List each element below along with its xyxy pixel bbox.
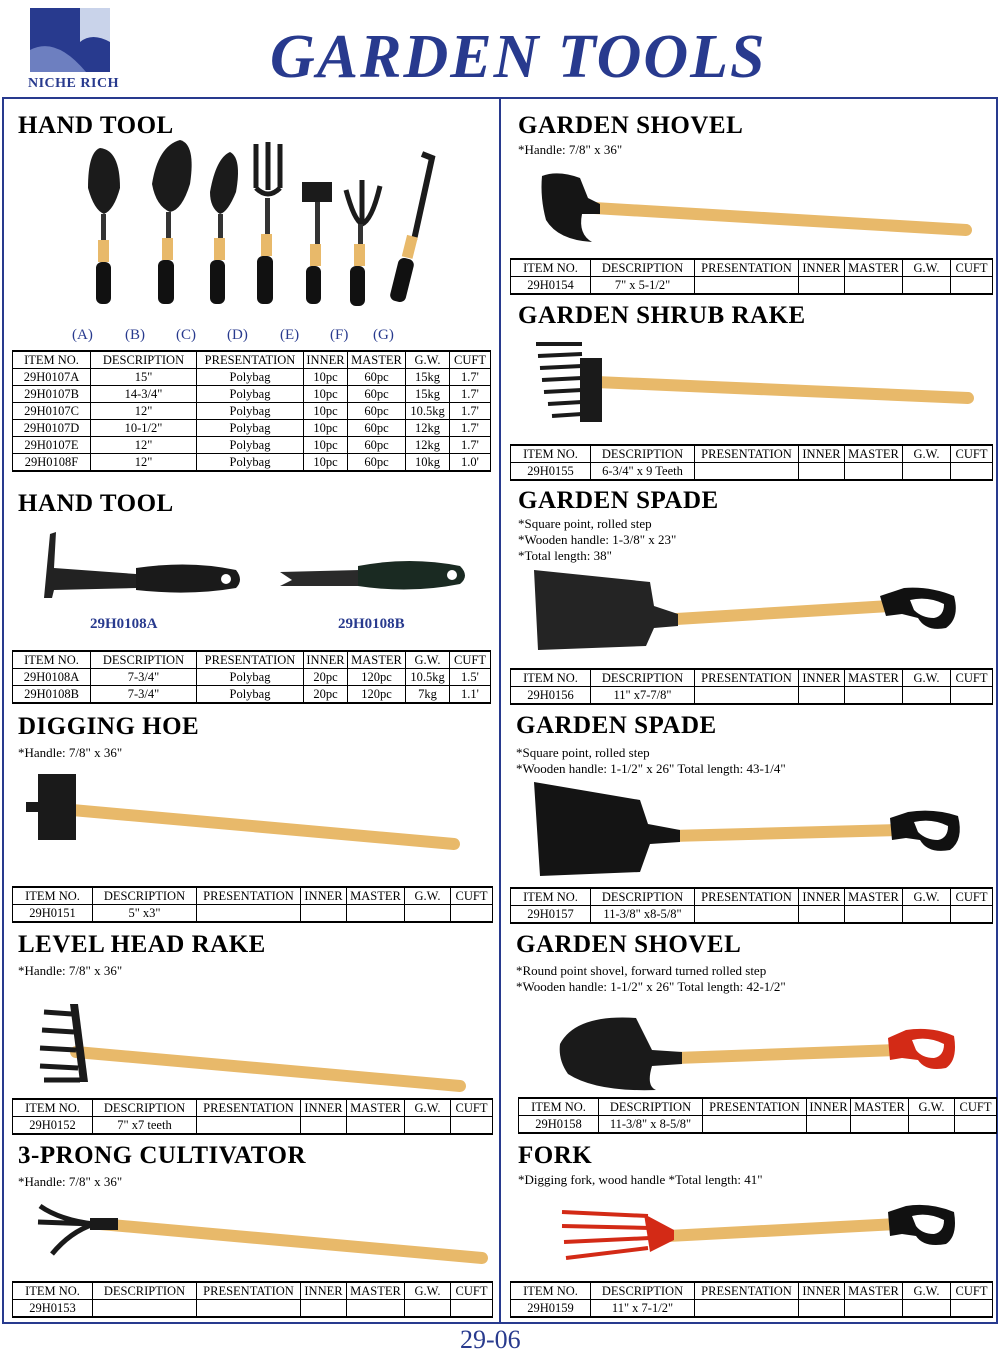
tool-letter-d: (D) bbox=[227, 327, 248, 343]
cell: 60pc bbox=[348, 420, 406, 437]
col-master: MASTER bbox=[347, 1099, 405, 1117]
cell: 60pc bbox=[348, 369, 406, 386]
col-inner: INNER bbox=[301, 1282, 347, 1300]
table-header-row bbox=[13, 1282, 493, 1300]
shrub-rake-image bbox=[530, 338, 980, 422]
col-description: DESCRIPTION bbox=[93, 1099, 197, 1117]
col-cuft: CUFT bbox=[451, 1099, 493, 1117]
cell: 10pc bbox=[304, 386, 348, 403]
cultivator-note: *Handle: 7/8" x 36" bbox=[18, 1174, 123, 1189]
col-cuft: CUFT bbox=[951, 445, 993, 463]
cell bbox=[405, 905, 451, 923]
table-header-row bbox=[13, 887, 493, 905]
cell bbox=[93, 1300, 197, 1318]
cell bbox=[197, 1117, 301, 1135]
cell: 10-1/2" bbox=[91, 420, 197, 437]
col-description: DESCRIPTION bbox=[599, 1098, 703, 1116]
cell bbox=[851, 1116, 909, 1134]
cell bbox=[903, 1300, 951, 1318]
cell bbox=[903, 277, 951, 295]
garden-shovel-note: *Handle: 7/8" x 36" bbox=[518, 142, 623, 157]
table-row bbox=[511, 906, 993, 924]
col-description: DESCRIPTION bbox=[91, 651, 197, 669]
digging-hoe-table bbox=[12, 886, 493, 923]
col-inner: INNER bbox=[799, 259, 845, 277]
cell: 15kg bbox=[406, 386, 450, 403]
cell: Polybag bbox=[197, 669, 304, 686]
cell bbox=[903, 463, 951, 481]
col-gw: G.W. bbox=[405, 887, 451, 905]
table-header-row bbox=[13, 651, 491, 669]
col-inner: INNER bbox=[301, 887, 347, 905]
col-inner: INNER bbox=[799, 888, 845, 906]
col-presentation: PRESENTATION bbox=[695, 445, 799, 463]
cell bbox=[845, 1300, 903, 1318]
tool-letter-b: (B) bbox=[125, 327, 145, 343]
cell bbox=[197, 1300, 301, 1318]
garden-shovel-2-table bbox=[518, 1097, 997, 1134]
cell: 6-3/4" x 9 Teeth bbox=[591, 463, 695, 481]
col-item-no: ITEM NO. bbox=[511, 888, 591, 906]
table-row bbox=[13, 905, 493, 923]
cell bbox=[695, 1300, 799, 1318]
garden-spade-note-2: *Wooden handle: 1-3/8" x 23" bbox=[518, 532, 677, 547]
weeder-b-icon bbox=[280, 561, 465, 590]
cell: 10pc bbox=[304, 437, 348, 454]
cell bbox=[951, 1300, 993, 1318]
col-master: MASTER bbox=[845, 888, 903, 906]
cultivator-image bbox=[30, 1198, 490, 1268]
col-master: MASTER bbox=[347, 1282, 405, 1300]
cell bbox=[451, 1117, 493, 1135]
table-row bbox=[511, 687, 993, 705]
cell: 1.7' bbox=[450, 403, 491, 420]
table-header-row bbox=[511, 259, 993, 277]
cell: 29H0158 bbox=[519, 1116, 599, 1134]
cell bbox=[807, 1116, 851, 1134]
col-item-no: ITEM NO. bbox=[13, 1282, 93, 1300]
col-master: MASTER bbox=[348, 351, 406, 369]
col-item-no: ITEM NO. bbox=[13, 351, 91, 369]
col-inner: INNER bbox=[304, 351, 348, 369]
col-inner: INNER bbox=[301, 1099, 347, 1117]
cell: 29H0152 bbox=[13, 1117, 93, 1135]
col-inner: INNER bbox=[799, 1282, 845, 1300]
col-inner: INNER bbox=[799, 669, 845, 687]
cell: Polybag bbox=[197, 686, 304, 704]
cell: 29H0107B bbox=[13, 386, 91, 403]
cell bbox=[301, 905, 347, 923]
fork-note: *Digging fork, wood handle *Total length: 41" bbox=[518, 1172, 763, 1187]
col-item-no: ITEM NO. bbox=[13, 1099, 93, 1117]
cell: 1.1' bbox=[450, 686, 491, 704]
cell: 11-3/8" x 8-5/8" bbox=[599, 1116, 703, 1134]
garden-shovel-image bbox=[538, 168, 978, 248]
col-gw: G.W. bbox=[903, 259, 951, 277]
cell bbox=[451, 1300, 493, 1318]
cell: 12kg bbox=[406, 437, 450, 454]
hand-tool-2-table bbox=[12, 650, 491, 704]
cell: 29H0108F bbox=[13, 454, 91, 472]
col-master: MASTER bbox=[845, 669, 903, 687]
cell: 10pc bbox=[304, 369, 348, 386]
cell: 1.5' bbox=[450, 669, 491, 686]
garden-spade-2-note-2: *Wooden handle: 1-1/2" x 26" Total length: 43-1/4" bbox=[516, 761, 786, 776]
table-header-row bbox=[13, 1099, 493, 1117]
cell bbox=[405, 1300, 451, 1318]
cell: 12" bbox=[91, 454, 197, 472]
digging-hoe-image bbox=[22, 770, 462, 860]
cell: 60pc bbox=[348, 403, 406, 420]
cell: 60pc bbox=[348, 437, 406, 454]
col-gw: G.W. bbox=[903, 888, 951, 906]
garden-spade-note-3: *Total length: 38" bbox=[518, 548, 612, 563]
weeder-b-code: 29H0108B bbox=[338, 616, 405, 632]
cell bbox=[909, 1116, 955, 1134]
cell bbox=[951, 463, 993, 481]
tool-letter-f: (F) bbox=[330, 327, 349, 343]
col-item-no: ITEM NO. bbox=[519, 1098, 599, 1116]
section-title-garden-shovel-2: GARDEN SHOVEL bbox=[516, 931, 742, 958]
garden-spade-1-image bbox=[530, 566, 970, 656]
col-gw: G.W. bbox=[406, 351, 450, 369]
col-presentation: PRESENTATION bbox=[197, 351, 304, 369]
col-description: DESCRIPTION bbox=[591, 1282, 695, 1300]
cell: Polybag bbox=[197, 437, 304, 454]
weeder-a-icon bbox=[44, 532, 240, 598]
col-cuft: CUFT bbox=[951, 1282, 993, 1300]
col-gw: G.W. bbox=[903, 1282, 951, 1300]
col-cuft: CUFT bbox=[451, 887, 493, 905]
cell: 60pc bbox=[348, 454, 406, 472]
cell: 29H0107C bbox=[13, 403, 91, 420]
cell bbox=[405, 1117, 451, 1135]
cell bbox=[845, 687, 903, 705]
weeder-a-code: 29H0108A bbox=[90, 616, 158, 632]
cell: 1.7' bbox=[450, 437, 491, 454]
cell bbox=[347, 905, 405, 923]
cell: 1.7' bbox=[450, 369, 491, 386]
cell bbox=[845, 906, 903, 924]
cell bbox=[695, 463, 799, 481]
col-cuft: CUFT bbox=[951, 888, 993, 906]
cell bbox=[845, 463, 903, 481]
tool-letter-g: (G) bbox=[373, 327, 394, 343]
cell: 12" bbox=[91, 437, 197, 454]
col-item-no: ITEM NO. bbox=[13, 887, 93, 905]
col-item-no: ITEM NO. bbox=[511, 669, 591, 687]
section-title-hand-tool-2: HAND TOOL bbox=[18, 490, 174, 517]
cell bbox=[347, 1117, 405, 1135]
cell bbox=[799, 906, 845, 924]
cell: 15" bbox=[91, 369, 197, 386]
col-cuft: CUFT bbox=[955, 1098, 997, 1116]
cell bbox=[845, 277, 903, 295]
table-row bbox=[13, 386, 491, 403]
cell: 12" bbox=[91, 403, 197, 420]
table-row bbox=[13, 437, 491, 454]
cell: 10pc bbox=[304, 420, 348, 437]
table-row bbox=[13, 669, 491, 686]
section-title-digging-hoe: DIGGING HOE bbox=[18, 713, 200, 740]
cell: 7-3/4" bbox=[91, 669, 197, 686]
cell bbox=[347, 1300, 405, 1318]
cell bbox=[955, 1116, 997, 1134]
cell bbox=[695, 277, 799, 295]
col-presentation: PRESENTATION bbox=[695, 669, 799, 687]
col-presentation: PRESENTATION bbox=[197, 651, 304, 669]
table-row bbox=[13, 403, 491, 420]
cell: 120pc bbox=[348, 669, 406, 686]
col-description: DESCRIPTION bbox=[91, 351, 197, 369]
table-row bbox=[13, 1300, 493, 1318]
cell: 29H0159 bbox=[511, 1300, 591, 1318]
col-master: MASTER bbox=[347, 887, 405, 905]
table-row bbox=[13, 369, 491, 386]
cell bbox=[951, 906, 993, 924]
logo-text: NICHE RICH bbox=[28, 76, 119, 91]
cell: 29H0155 bbox=[511, 463, 591, 481]
cell bbox=[799, 277, 845, 295]
col-item-no: ITEM NO. bbox=[511, 1282, 591, 1300]
fork-table bbox=[510, 1281, 993, 1318]
cell: 7" x 5-1/2" bbox=[591, 277, 695, 295]
table-row bbox=[13, 420, 491, 437]
page-title: GARDEN TOOLS bbox=[270, 23, 767, 91]
cell: 10pc bbox=[304, 454, 348, 472]
cell bbox=[799, 1300, 845, 1318]
col-cuft: CUFT bbox=[450, 351, 491, 369]
cell: Polybag bbox=[197, 420, 304, 437]
cell bbox=[695, 687, 799, 705]
col-cuft: CUFT bbox=[951, 259, 993, 277]
col-gw: G.W. bbox=[405, 1099, 451, 1117]
hand-weeders-image bbox=[40, 528, 480, 606]
cell: Polybag bbox=[197, 386, 304, 403]
col-inner: INNER bbox=[799, 445, 845, 463]
col-cuft: CUFT bbox=[951, 669, 993, 687]
cell bbox=[301, 1117, 347, 1135]
col-presentation: PRESENTATION bbox=[197, 1099, 301, 1117]
section-title-shrub-rake: GARDEN SHRUB RAKE bbox=[518, 302, 806, 329]
cell: 20pc bbox=[304, 669, 348, 686]
cell: 11" x 7-1/2" bbox=[591, 1300, 695, 1318]
garden-spade-2-table bbox=[510, 887, 993, 924]
col-master: MASTER bbox=[845, 445, 903, 463]
cell: 1.7' bbox=[450, 420, 491, 437]
col-inner: INNER bbox=[807, 1098, 851, 1116]
cell: 60pc bbox=[348, 386, 406, 403]
cell bbox=[301, 1300, 347, 1318]
table-row bbox=[519, 1116, 997, 1134]
table-row bbox=[511, 277, 993, 295]
col-gw: G.W. bbox=[903, 669, 951, 687]
garden-shovel-2-image bbox=[556, 1010, 966, 1094]
cell: 20pc bbox=[304, 686, 348, 704]
col-description: DESCRIPTION bbox=[93, 1282, 197, 1300]
section-title-garden-spade: GARDEN SPADE bbox=[518, 487, 719, 514]
cultivator-table bbox=[12, 1281, 493, 1318]
cell: 1.0' bbox=[450, 454, 491, 472]
col-master: MASTER bbox=[845, 1282, 903, 1300]
col-gw: G.W. bbox=[405, 1282, 451, 1300]
table-header-row bbox=[511, 888, 993, 906]
cell bbox=[951, 277, 993, 295]
cell bbox=[799, 463, 845, 481]
table-header-row bbox=[519, 1098, 997, 1116]
cell: 29H0108A bbox=[13, 669, 91, 686]
cell: 7-3/4" bbox=[91, 686, 197, 704]
cell: 29H0156 bbox=[511, 687, 591, 705]
digging-hoe-note: *Handle: 7/8" x 36" bbox=[18, 745, 123, 760]
col-gw: G.W. bbox=[909, 1098, 955, 1116]
col-gw: G.W. bbox=[406, 651, 450, 669]
cell bbox=[197, 905, 301, 923]
garden-shovel-table bbox=[510, 258, 993, 295]
level-head-rake-image bbox=[36, 1000, 466, 1090]
col-item-no: ITEM NO. bbox=[13, 651, 91, 669]
cell: 11-3/8" x8-5/8" bbox=[591, 906, 695, 924]
level-head-rake-note: *Handle: 7/8" x 36" bbox=[18, 963, 123, 978]
shrub-rake-table bbox=[510, 444, 993, 481]
cell: 5" x3" bbox=[93, 905, 197, 923]
cell bbox=[695, 906, 799, 924]
cell bbox=[903, 906, 951, 924]
table-row bbox=[13, 1117, 493, 1135]
section-title-garden-shovel: GARDEN SHOVEL bbox=[518, 112, 744, 139]
table-header-row bbox=[511, 669, 993, 687]
cell: 10pc bbox=[304, 403, 348, 420]
cell: 7kg bbox=[406, 686, 450, 704]
cell: 29H0153 bbox=[13, 1300, 93, 1318]
cell bbox=[903, 687, 951, 705]
col-item-no: ITEM NO. bbox=[511, 259, 591, 277]
cell: 10kg bbox=[406, 454, 450, 472]
cell: 120pc bbox=[348, 686, 406, 704]
garden-spade-2-image bbox=[530, 778, 970, 878]
cell bbox=[799, 687, 845, 705]
section-title-cultivator: 3-PRONG CULTIVATOR bbox=[18, 1142, 306, 1169]
col-cuft: CUFT bbox=[450, 651, 491, 669]
col-master: MASTER bbox=[348, 651, 406, 669]
cell: Polybag bbox=[197, 403, 304, 420]
tool-letter-e: (E) bbox=[280, 327, 300, 343]
hand-weeder-g-icon bbox=[389, 154, 432, 303]
cell: Polybag bbox=[197, 369, 304, 386]
col-inner: INNER bbox=[304, 651, 348, 669]
col-presentation: PRESENTATION bbox=[197, 1282, 301, 1300]
hand-tool-1-table bbox=[12, 350, 491, 472]
table-header-row bbox=[511, 1282, 993, 1300]
trowel-a-icon bbox=[88, 148, 120, 304]
col-presentation: PRESENTATION bbox=[695, 1282, 799, 1300]
section-title-hand-tool: HAND TOOL bbox=[18, 112, 174, 139]
col-description: DESCRIPTION bbox=[93, 887, 197, 905]
hand-hoe-e-icon bbox=[302, 182, 332, 304]
column-divider bbox=[499, 97, 501, 1324]
cell: 29H0154 bbox=[511, 277, 591, 295]
section-title-garden-spade-2: GARDEN SPADE bbox=[516, 712, 717, 739]
table-row bbox=[13, 686, 491, 704]
cell: 29H0107D bbox=[13, 420, 91, 437]
col-description: DESCRIPTION bbox=[591, 669, 695, 687]
table-row bbox=[511, 1300, 993, 1318]
trowel-c-icon bbox=[210, 152, 238, 304]
garden-spade-1-table bbox=[510, 668, 993, 705]
cell: 10.5kg bbox=[406, 403, 450, 420]
table-header-row bbox=[511, 445, 993, 463]
col-presentation: PRESENTATION bbox=[197, 887, 301, 905]
col-item-no: ITEM NO. bbox=[511, 445, 591, 463]
cell: 10.5kg bbox=[406, 669, 450, 686]
cell: 14-3/4" bbox=[91, 386, 197, 403]
hand-tools-set-image bbox=[70, 140, 450, 325]
garden-shovel-2-note-1: *Round point shovel, forward turned rolled step bbox=[516, 963, 767, 978]
section-title-fork: FORK bbox=[518, 1142, 593, 1169]
cell: 12kg bbox=[406, 420, 450, 437]
col-description: DESCRIPTION bbox=[591, 888, 695, 906]
cell: Polybag bbox=[197, 454, 304, 472]
col-description: DESCRIPTION bbox=[591, 259, 695, 277]
col-description: DESCRIPTION bbox=[591, 445, 695, 463]
cell: 29H0108B bbox=[13, 686, 91, 704]
col-cuft: CUFT bbox=[451, 1282, 493, 1300]
cell: 29H0151 bbox=[13, 905, 93, 923]
tool-letter-a: (A) bbox=[72, 327, 93, 343]
col-gw: G.W. bbox=[903, 445, 951, 463]
cell: 1.7' bbox=[450, 386, 491, 403]
tool-letter-c: (C) bbox=[176, 327, 196, 343]
garden-spade-note-1: *Square point, rolled step bbox=[518, 516, 652, 531]
hand-cultivator-f-icon bbox=[346, 180, 380, 306]
col-presentation: PRESENTATION bbox=[703, 1098, 807, 1116]
table-row bbox=[13, 454, 491, 472]
level-head-rake-table bbox=[12, 1098, 493, 1135]
col-presentation: PRESENTATION bbox=[695, 888, 799, 906]
cell: 29H0107A bbox=[13, 369, 91, 386]
trowel-b-icon bbox=[152, 140, 192, 304]
col-master: MASTER bbox=[845, 259, 903, 277]
cell: 11" x7-7/8" bbox=[591, 687, 695, 705]
cell: 7" x7 teeth bbox=[93, 1117, 197, 1135]
cell bbox=[951, 687, 993, 705]
cell: 29H0107E bbox=[13, 437, 91, 454]
page-number: 29-06 bbox=[460, 1325, 521, 1354]
cell: 29H0157 bbox=[511, 906, 591, 924]
cell bbox=[451, 905, 493, 923]
table-row bbox=[511, 463, 993, 481]
fork-image bbox=[558, 1198, 968, 1268]
hand-fork-d-icon bbox=[256, 142, 280, 304]
col-master: MASTER bbox=[851, 1098, 909, 1116]
section-title-level-head-rake: LEVEL HEAD RAKE bbox=[18, 931, 266, 958]
cell: 15kg bbox=[406, 369, 450, 386]
garden-shovel-2-note-2: *Wooden handle: 1-1/2" x 26" Total length: 42-1/2" bbox=[516, 979, 786, 994]
col-presentation: PRESENTATION bbox=[695, 259, 799, 277]
table-header-row bbox=[13, 351, 491, 369]
cell bbox=[703, 1116, 807, 1134]
garden-spade-2-note-1: *Square point, rolled step bbox=[516, 745, 650, 760]
